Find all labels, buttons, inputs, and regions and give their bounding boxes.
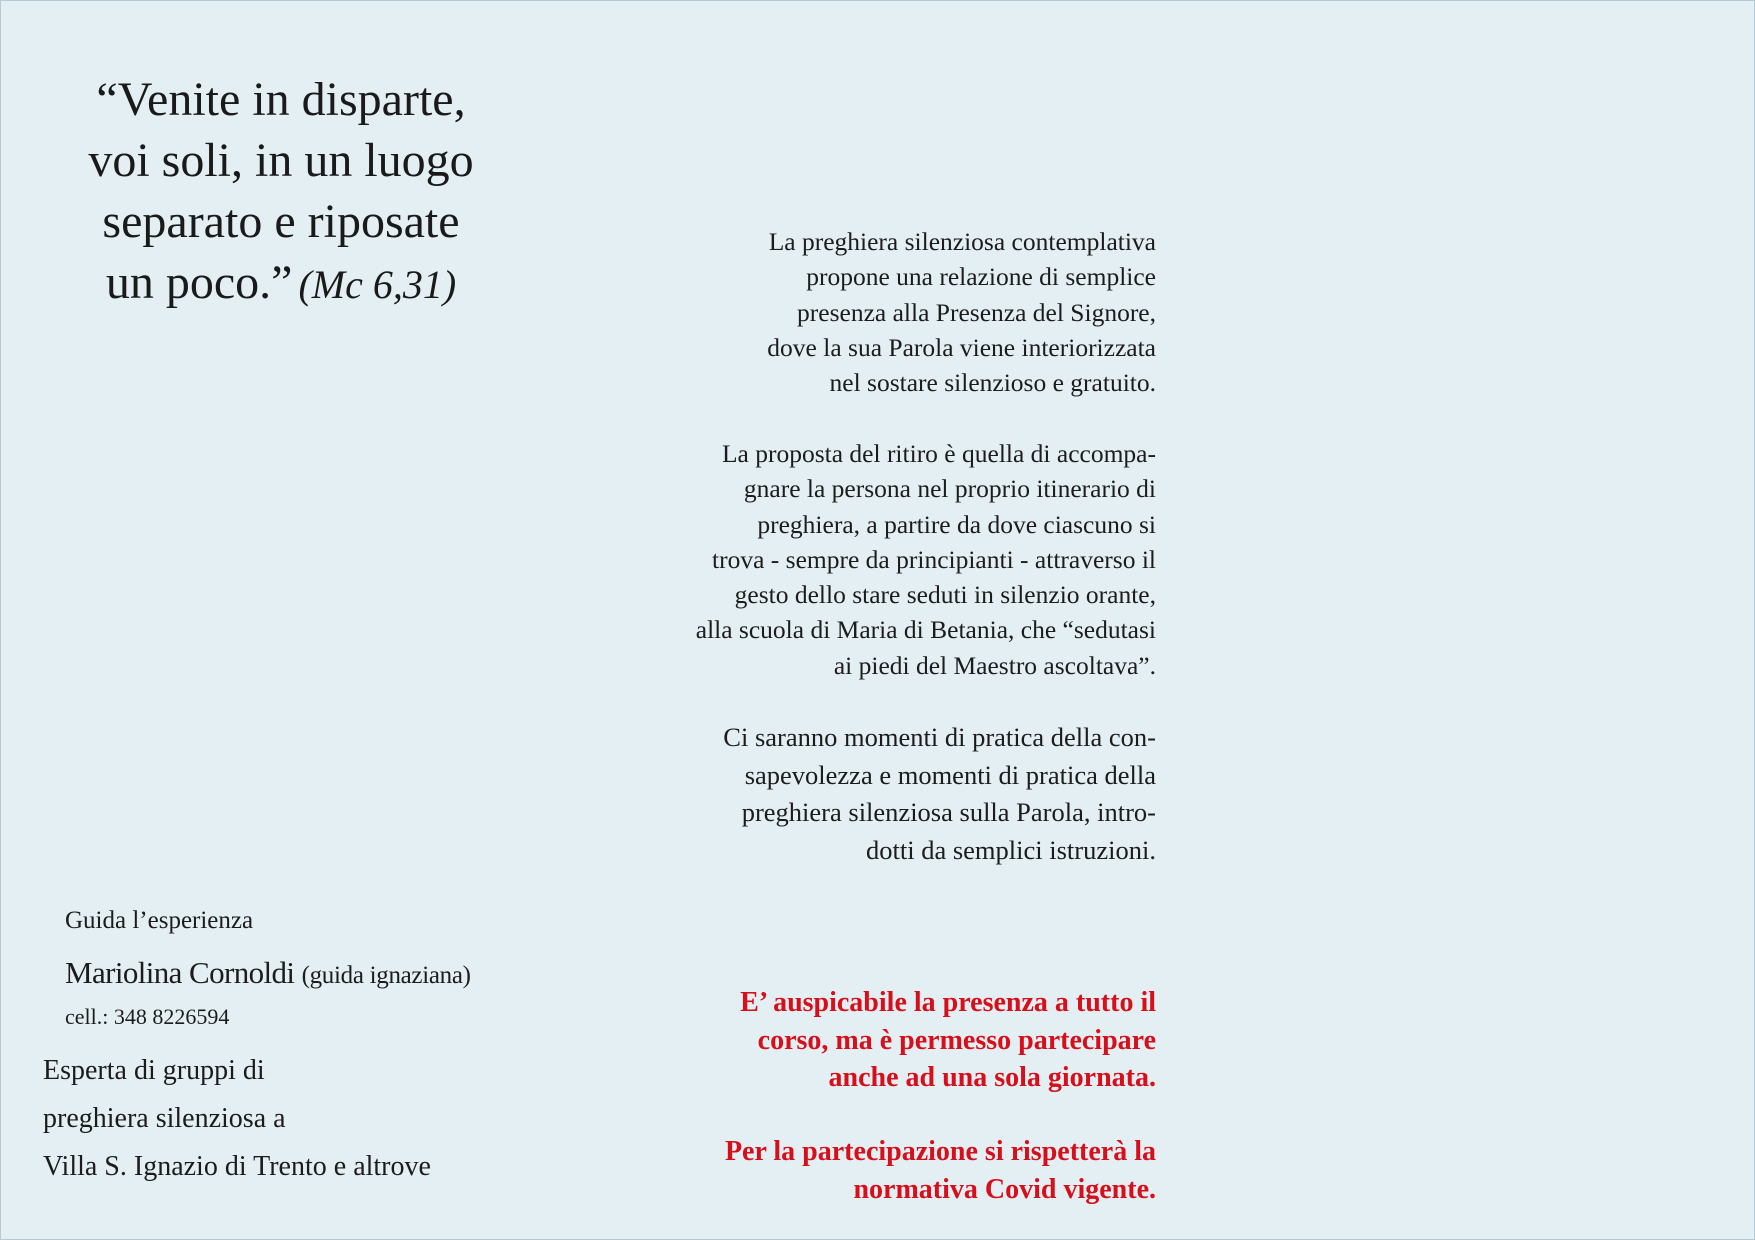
quote-line-last — [41, 252, 521, 315]
paragraph-line: gnare la persona nel proprio itinerario di — [743, 474, 1156, 504]
quote-line: voi soli, in un luogo — [88, 134, 474, 187]
practice-paragraph — [561, 719, 1156, 869]
paragraph-line: Ci saranno momenti di pratica della con- — [723, 722, 1156, 752]
paragraph-line: nel sostare silenzioso e gratuito. — [829, 368, 1156, 398]
quote-text: un poco.” — [105, 256, 293, 309]
paragraph-line: La preghiera silenziosa contemplativa — [768, 227, 1156, 256]
guide-description — [43, 1047, 431, 1191]
guide-role: (guida ignaziana) — [301, 962, 471, 989]
paragraph-line: preghiera, a partire da dove ciascuno si — [757, 509, 1156, 539]
guide-phone: cell.: 348 8226594 — [65, 1004, 230, 1029]
quote-line: “Venite in disparte, — [96, 73, 466, 126]
paragraph-line: gesto dello stare seduti in silenzio orante, — [734, 580, 1156, 610]
notice-line: Per la partecipazione si rispetterà la — [724, 1136, 1156, 1167]
paragraph-line: trova - sempre da principianti - attraverso il — [712, 544, 1156, 574]
description-line: Villa S. Ignazio di Trento e altrove — [43, 1151, 431, 1182]
description-line: Esperta di gruppi di — [43, 1055, 265, 1086]
paragraph-line: dotti da semplici istruzioni. — [866, 834, 1156, 865]
description-line: preghiera silenziosa a — [43, 1103, 286, 1134]
covid-notice — [561, 1133, 1156, 1208]
notice-line: E’ auspicabile la presenza a tutto il — [740, 987, 1156, 1018]
paragraph-line: propone una relazione di semplice — [806, 262, 1156, 292]
paragraph-line: alla scuola di Maria di Betania, che “sedutasi — [695, 615, 1156, 645]
paragraph-line: presenza alla Presenza del Signore, — [797, 297, 1156, 327]
paragraph-line: ai piedi del Maestro ascoltava”. — [833, 650, 1156, 680]
quote-reference: (Mc 6,31) — [298, 262, 457, 307]
paragraph-line: preghiera silenziosa sulla Parola, intro- — [741, 797, 1156, 827]
guide-name: Mariolina Cornoldi — [65, 955, 295, 990]
intro-paragraph — [561, 224, 1156, 400]
attendance-notice — [561, 984, 1156, 1097]
notice-line: normativa Covid vigente. — [853, 1173, 1156, 1205]
paragraph-line: dove la sua Parola viene interiorizzata — [767, 332, 1156, 362]
notice-line: anche ad una sola giornata. — [828, 1062, 1156, 1093]
paragraph-line: La proposta del ritiro è quella di accompa- — [721, 439, 1156, 468]
notice-line: corso, ma è permesso partecipare — [757, 1024, 1156, 1056]
quote-line: separato e riposate — [102, 195, 460, 248]
guide-intro: Guida l’esperienza — [65, 907, 254, 934]
retreat-paragraph — [561, 436, 1156, 683]
guide-name-line — [65, 955, 471, 991]
paragraph-line: sapevolezza e momenti di pratica della — [744, 759, 1156, 790]
scripture-quote — [41, 69, 521, 315]
